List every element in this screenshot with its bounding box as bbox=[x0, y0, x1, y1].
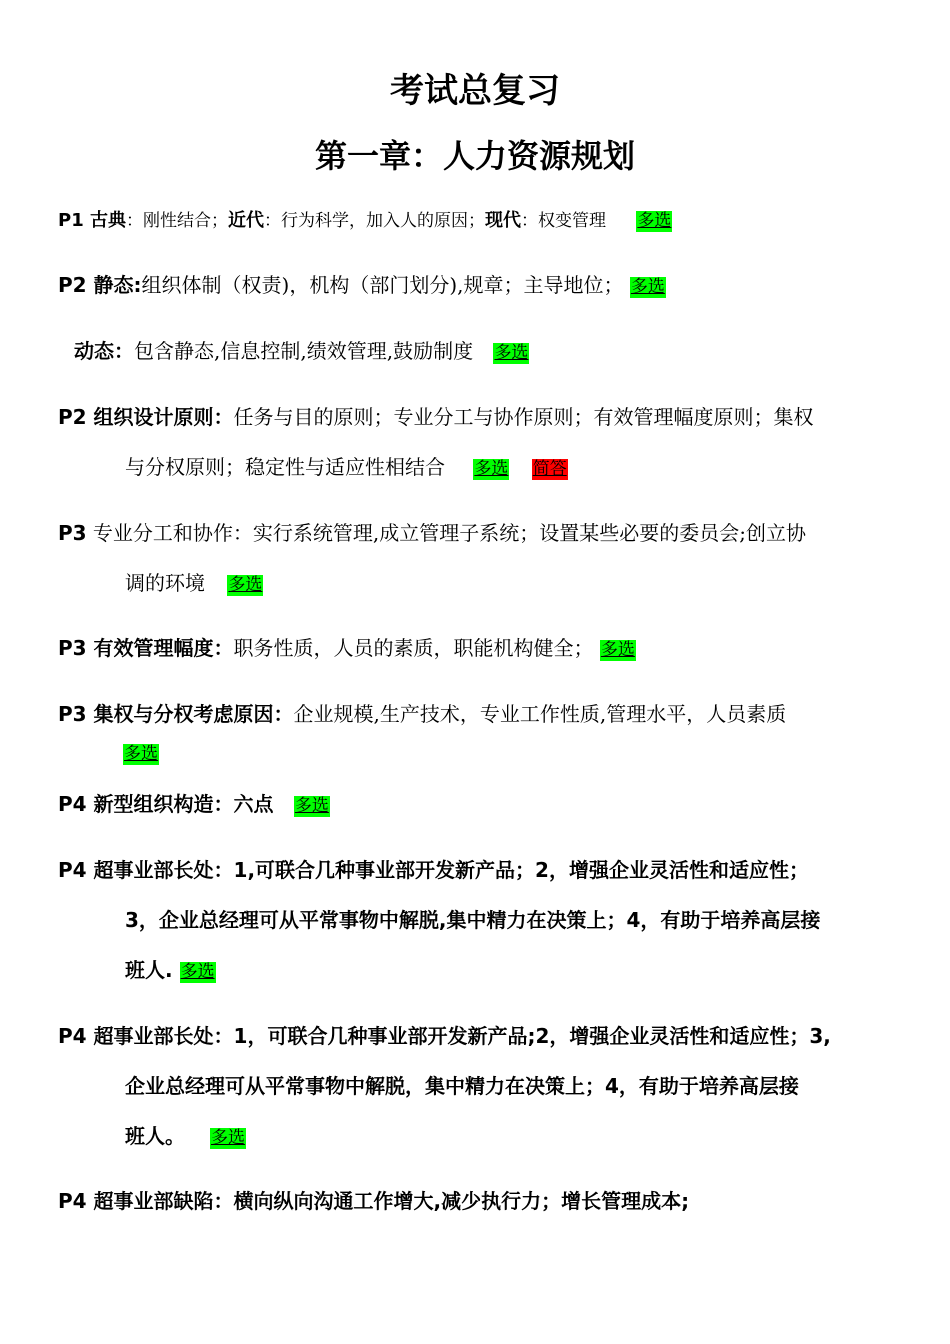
item-line bbox=[123, 738, 159, 766]
multi-choice-tag: 多选 bbox=[637, 211, 672, 231]
text: 职务性质，人员的素质，职能机构健全； bbox=[233, 636, 594, 660]
item-line: P4 超事业部长处：1,可联合几种事业部开发新产品；2，增强企业灵活性和适应性； bbox=[58, 858, 809, 882]
multi-choice-tag: 多选 bbox=[494, 343, 529, 363]
item-line bbox=[58, 790, 330, 818]
multi-choice-tag: 多选 bbox=[180, 962, 215, 982]
text: ：刚性结合； bbox=[125, 211, 228, 231]
item-line bbox=[58, 271, 666, 299]
bold-term: P3 有效管理幅度： bbox=[58, 636, 234, 660]
item-line bbox=[58, 700, 786, 728]
text: 组织体制（权责)，机构（部门划分),规章；主导地位； bbox=[141, 273, 624, 297]
bold-term: 近代 bbox=[227, 210, 264, 231]
item-line bbox=[74, 337, 529, 365]
page-title: 考试总复习 bbox=[390, 71, 560, 111]
text: 与分权原则；稳定性与适应性相结合 bbox=[125, 455, 445, 479]
text: ：行为科学，加入人的原因； bbox=[263, 211, 485, 231]
bold-term: P2 组织设计原则： bbox=[58, 405, 234, 429]
multi-choice-tag: 多选 bbox=[210, 1128, 245, 1148]
item-line bbox=[125, 1122, 246, 1150]
item-line bbox=[58, 519, 806, 547]
item-line: P4 超事业部缺陷：横向纵向沟通工作增大,减少执行力；增长管理成本; bbox=[58, 1189, 690, 1213]
text: 包含静态,信息控制,绩效管理,鼓励制度 bbox=[134, 339, 474, 363]
item-line bbox=[58, 403, 814, 431]
multi-choice-tag: 多选 bbox=[630, 277, 665, 297]
bold-term: 动态： bbox=[74, 339, 134, 363]
multi-choice-tag: 多选 bbox=[294, 796, 329, 816]
item-p1-line bbox=[58, 205, 672, 235]
text: 企业规模,生产技术，专业工作性质,管理水平，人员素质 bbox=[293, 702, 787, 726]
multi-choice-tag: 多选 bbox=[474, 459, 509, 479]
text: 任务与目的原则；专业分工与协作原则；有效管理幅度原则；集权 bbox=[233, 405, 814, 429]
short-answer-tag: 简答 bbox=[532, 459, 567, 479]
chapter-title: 第一章：人力资源规划 bbox=[314, 137, 635, 175]
text: 专业分工和协作：实行系统管理,成立管理子系统；设置某些必要的委员会;创立协 bbox=[86, 521, 807, 545]
item-line: 3，企业总经理可从平常事物中解脱,集中精力在决策上；4，有助于培养高层接 bbox=[125, 908, 821, 932]
item-line bbox=[125, 956, 216, 984]
item-line: 企业总经理可从平常事物中解脱，集中精力在决策上；4，有助于培养高层接 bbox=[125, 1074, 799, 1098]
item-line bbox=[58, 634, 636, 662]
item-line bbox=[125, 453, 568, 481]
bold-term: P3 bbox=[58, 521, 87, 545]
multi-choice-tag: 多选 bbox=[228, 575, 263, 595]
text: 调的环境 bbox=[125, 571, 205, 595]
bold-term: P4 新型组织构造：六点 bbox=[58, 792, 274, 816]
bold-term: P3 集权与分权考虑原因： bbox=[58, 702, 294, 726]
item-line: P4 超事业部长处：1，可联合几种事业部开发新产品;2，增强企业灵活性和适应性；3, bbox=[58, 1024, 831, 1048]
bold-term: P2 静态: bbox=[58, 273, 142, 297]
item-line bbox=[125, 569, 263, 597]
text: ：权变管理 bbox=[520, 211, 606, 231]
text: 班人。 bbox=[125, 1124, 185, 1148]
bold-term: P1 古典 bbox=[58, 210, 126, 231]
text: 班人. bbox=[125, 958, 173, 982]
multi-choice-tag: 多选 bbox=[124, 744, 158, 764]
bold-term: 现代 bbox=[484, 210, 521, 231]
multi-choice-tag: 多选 bbox=[600, 640, 635, 660]
